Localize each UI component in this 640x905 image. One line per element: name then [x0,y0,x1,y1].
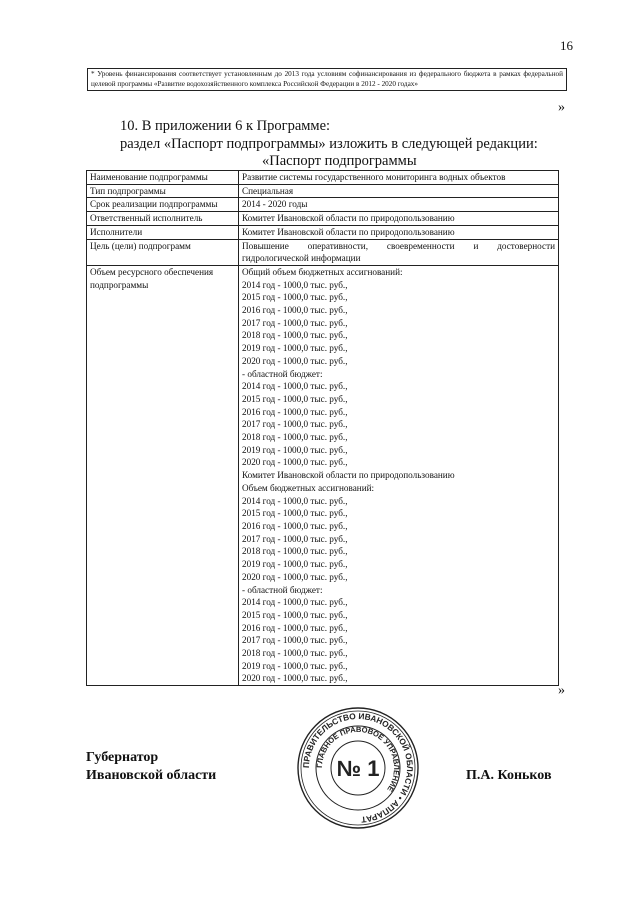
closing-quote-bottom: » [558,683,565,698]
funding-line: 2014 год - 1000,0 тыс. руб., [242,381,348,392]
signer-title-line: Губернатор [86,750,159,765]
funding-line: 2016 год - 1000,0 тыс. руб., [242,406,348,417]
funding-label: Объем ресурсного обеспечения подпрограммы [87,265,239,685]
seal-inner-text: ГЛАВНОЕ ПРАВОВОЕ УПРАВЛЕНИЕ [314,724,402,794]
funding-line: 2020 год - 1000,0 тыс. руб., [242,673,348,684]
funding-line: 2019 год - 1000,0 тыс. руб., [242,343,348,354]
funding-line: - областной бюджет: [242,368,323,379]
funding-line: 2019 год - 1000,0 тыс. руб., [242,660,348,671]
table-row-funding [87,265,559,685]
funding-line: 2014 год - 1000,0 тыс. руб., [242,495,348,506]
funding-line: 2017 год - 1000,0 тыс. руб., [242,419,348,430]
funding-line: 2014 год - 1000,0 тыс. руб., [242,279,348,290]
page-number: 16 [560,38,573,53]
funding-line: 2019 год - 1000,0 тыс. руб., [242,559,348,570]
row-value: 2014 - 2020 годы [239,198,559,212]
funding-line: 2017 год - 1000,0 тыс. руб., [242,533,348,544]
funding-line: 2018 год - 1000,0 тыс. руб., [242,546,348,557]
funding-line: 2015 год - 1000,0 тыс. руб., [242,508,348,519]
table-row [87,212,559,226]
row-label: Цель (цели) подпрограмм [87,239,239,265]
funding-line: Общий объем бюджетных ассигнований: [242,266,403,277]
seal-center-number: № 1 [336,756,380,781]
row-value: Комитет Ивановской области по природопользованию [239,212,559,226]
funding-line: 2015 год - 1000,0 тыс. руб., [242,393,348,404]
official-seal [296,706,420,830]
row-label: Ответственный исполнитель [87,212,239,226]
passport-table [86,170,559,686]
funding-line: 2020 год - 1000,0 тыс. руб., [242,457,348,468]
funding-line: - областной бюджет: [242,584,323,595]
funding-line: 2017 год - 1000,0 тыс. руб., [242,635,348,646]
signer-title-line: Ивановской области [86,768,217,783]
funding-line: 2016 год - 1000,0 тыс. руб., [242,305,348,316]
funding-line: 2018 год - 1000,0 тыс. руб., [242,432,348,443]
funding-line: 2020 год - 1000,0 тыс. руб., [242,571,348,582]
row-value: Комитет Ивановской области по природопользованию [239,225,559,239]
amendment-instruction: раздел «Паспорт подпрограммы» изложить в следующей редакции: [120,136,538,152]
funding-line: 2016 год - 1000,0 тыс. руб., [242,622,348,633]
table-row [87,171,559,185]
row-value: Специальная [239,184,559,198]
row-value: Развитие системы государственного мониторинга водных объектов [239,171,559,185]
passport-title: «Паспорт подпрограммы [262,153,417,169]
table-row [87,184,559,198]
funding-line: 2019 год - 1000,0 тыс. руб., [242,444,348,455]
funding-line: 2020 год - 1000,0 тыс. руб., [242,355,348,366]
funding-line: 2017 год - 1000,0 тыс. руб., [242,317,348,328]
row-label: Срок реализации подпрограммы [87,198,239,212]
row-label: Наименование подпрограммы [87,171,239,185]
signer-name: П.А. Коньков [466,768,552,783]
table-row [87,198,559,212]
amendment-heading: 10. В приложении 6 к Программе: [120,118,331,134]
funding-line: 2015 год - 1000,0 тыс. руб., [242,609,348,620]
funding-line: Объем бюджетных ассигнований: [242,482,375,493]
row-label: Тип подпрограммы [87,184,239,198]
funding-line: 2018 год - 1000,0 тыс. руб., [242,648,348,659]
funding-line: 2016 год - 1000,0 тыс. руб., [242,520,348,531]
signer-title [86,749,216,785]
funding-line: 2014 год - 1000,0 тыс. руб., [242,597,348,608]
seal-outer-text: ПРАВИТЕЛЬСТВО ИВАНОВСКОЙ ОБЛАСТИ • АППАРАТ [300,710,416,825]
row-label: Исполнители [87,225,239,239]
table-row [87,239,559,265]
funding-line: 2015 год - 1000,0 тыс. руб., [242,292,348,303]
footnote: * Уровень финансирования соответствует установленным до 2013 года условиям софинансирования из федерального бюджета в рамках федеральной целевой программы «Развитие водохозяйственного комплекса Российской Федерации в 2012 - 2020 годах» [87,68,567,91]
funding-lines [239,265,559,685]
funding-line: Комитет Ивановской области по природопользованию [242,470,455,481]
funding-line: 2018 год - 1000,0 тыс. руб., [242,330,348,341]
row-value: Повышение оперативности, своевременности и достоверности гидрологической информации [239,239,559,265]
closing-quote-top: » [558,100,565,115]
table-row [87,225,559,239]
